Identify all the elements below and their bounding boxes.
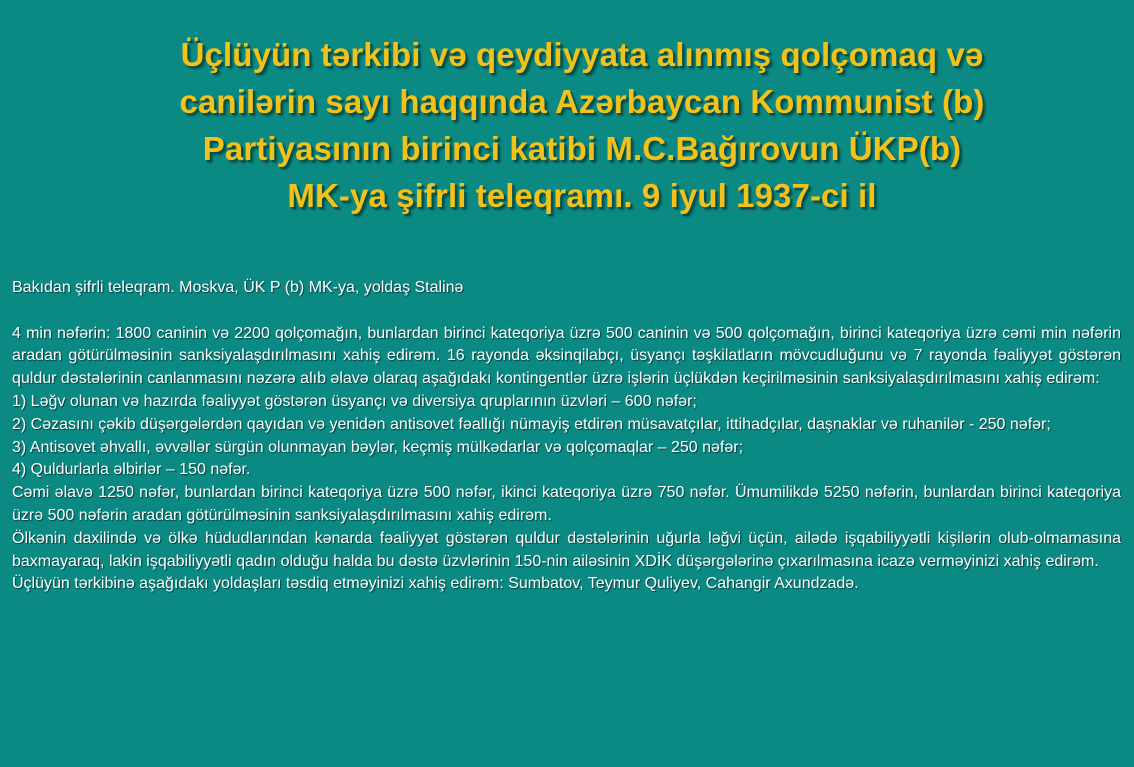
title-line: canilərin sayı haqqında Azərbaycan Kommunist (b) bbox=[179, 83, 985, 120]
telegram-address: Bakıdan şifrli teleqram. Moskva, ÜK P (b) MK-ya, yoldaş Stalinə bbox=[12, 279, 464, 296]
telegram-paragraph: Cəmi əlavə 1250 nəfər, bunlardan birinci kateqoriya üzrə 500 nəfər, ikinci kateqoriya üzrə 750 nəfər. Ümumilikdə 5250 nəfərin, bunlardan birinci kateqoriya üzrə 500 nəfərin aradan götürülməsinin sanksiyalaşdırılmasını xahiş edirəm. bbox=[12, 484, 1121, 524]
telegram-paragraph: 4 min nəfərin: 1800 caninin və 2200 qolçomağın, bunlardan birinci kateqoriya üzrə 500 caninin və 500 qolçomağın, birinci kateqoriya üzrə cəmi min nəfərin aradan götürülməsinin sanksiyalaşdırılmasını xahiş edirəm. 16 rayonda əksinqilabçı, üsyançı təşkilatların mövcudluğunu və 7 rayonda fəaliyyət göstərən quldur dəstələrinin canlanmasını nəzərə alıb əlavə olaraq aşağıdakı kontingentlər üzrə işlərin üçlükdən keçirilməsinin sanksiyalaşdırılmasını xahiş edirəm: bbox=[12, 324, 1121, 388]
telegram-list-item: 1) Ləğv olunan və hazırda fəaliyyət göstərən üsyançı və diversiya qruplarının üzvləri – 600 nəfər; bbox=[12, 392, 697, 410]
telegram-list-item: 2) Cəzasını çəkib düşərgələrdən qayıdan və yenidən antisovet fəallığı nümayiş etdirən müsavatçılar, ittihadçılar, daşnaklar və ruhanilər - 250 nəfər; bbox=[12, 415, 1051, 433]
telegram-text bbox=[12, 277, 1121, 596]
title-line: Partiyasının birinci katibi M.C.Bağırovun ÜKP(b) bbox=[202, 130, 962, 167]
title-line: Üçlüyün tərkibi və qeydiyyata alınmış qolçomaq və bbox=[180, 36, 984, 73]
telegram-list-item: 3) Antisovet əhvallı, əvvəllər sürgün olunmayan bəylər, keçmiş mülkədarlar və qolçomaqlar – 250 nəfər; bbox=[12, 438, 744, 456]
telegram-paragraph: Üçlüyün tərkibinə aşağıdakı yoldaşları təsdiq etməyinizi xahiş edirəm: Sumbatov, Teymur Quliyev, Cahangir Axundzadə. bbox=[12, 575, 859, 593]
title-line: MK-ya şifrli teleqramı. 9 iyul 1937-ci il bbox=[287, 177, 877, 214]
telegram-list-item: 4) Quldurlarla əlbirlər – 150 nəfər. bbox=[12, 461, 251, 479]
telegram-paragraph: Ölkənin daxilində və ölkə hüdudlarından kənarda fəaliyyət göstərən quldur dəstələrinin uğurla ləğvi üçün, ailədə işqabiliyyətli kişilərin olub-olmamasına baxmayaraq, lakin işqabiliyyətli qadın olduğu halda bu dəstə üzvlərinin 150-nin ailəsinin XDİK düşərgələrinə çıxarılmasına icazə verməyinizi xahiş edirəm. bbox=[12, 529, 1121, 570]
slide-title bbox=[40, 31, 1124, 219]
